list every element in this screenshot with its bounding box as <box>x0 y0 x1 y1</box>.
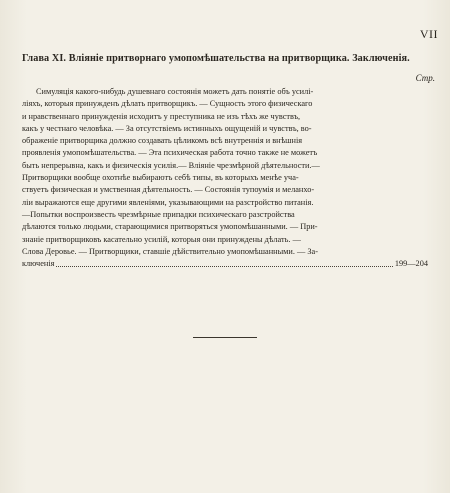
text-line: Слова Деровье. — Притворщики, ставшіе дѣйствительно умопомѣшанными. — За- <box>22 246 318 256</box>
text-line: ліяхъ, которыя принужденъ дѣлать притворщикъ. — Сущность этого физическаго <box>22 99 313 109</box>
text-line: Притворщики вообще охотнѣе выбираютъ себѣ типы, въ которыхъ менѣе уча- <box>22 173 299 183</box>
text-line: Симуляція какого-нибудь душевнаго состоянія можетъ дать понятіе объ усилі- <box>36 87 314 96</box>
page-number: VII <box>419 27 438 41</box>
text-line: ліи выражаются еще другими явленіями, указывающими на разстройство питанія. <box>22 197 314 207</box>
text-line: ображеніе притворщика должно создавать цѣликомъ всѣ внутреннія и внѣшнія <box>22 136 303 146</box>
last-line-text: ключенія <box>22 259 55 269</box>
text-line: и нравственнаго принужденія исходитъ у преступника не изъ тѣхъ же чувствъ, <box>22 111 301 121</box>
dot-leader <box>56 258 392 267</box>
text-line: быть непрерывна, какъ и физическія усилія.— Вліяніе чрезмѣрной дѣятельности.— <box>22 160 320 170</box>
text-line: какъ у честнаго человѣка. — За отсутствіемъ истинныхъ ощущеній и чувствъ, во- <box>22 123 312 133</box>
last-text-line <box>22 258 428 270</box>
text-line: проявленія умопомѣшательства. — Эта психическая работа точно также не можетъ <box>22 148 318 158</box>
chapter-title: Глава XI. Вліяніе притворнаго умопомѣшательства на притворщика. Заключенія. <box>22 53 410 64</box>
text-line: дѣлаются только людьми, старающимися притворяться умопомѣшанными. — При- <box>22 222 318 232</box>
chapter-summary <box>22 86 428 270</box>
text-line: ствуетъ физическая и умственная дѣятельность. — Состоянія тупоумія и меланхо- <box>22 185 315 195</box>
page-column-label: Стр. <box>415 73 435 83</box>
text-line: знаніе притворщиковъ касательно усилій, которыя они принуждены дѣлать. — <box>22 234 301 244</box>
section-divider-rule <box>193 337 257 338</box>
page-range: 199—204 <box>394 259 428 269</box>
text-line: —Попытки воспроизвесть чрезмѣрные припадки психическаго разстройства <box>22 209 295 219</box>
